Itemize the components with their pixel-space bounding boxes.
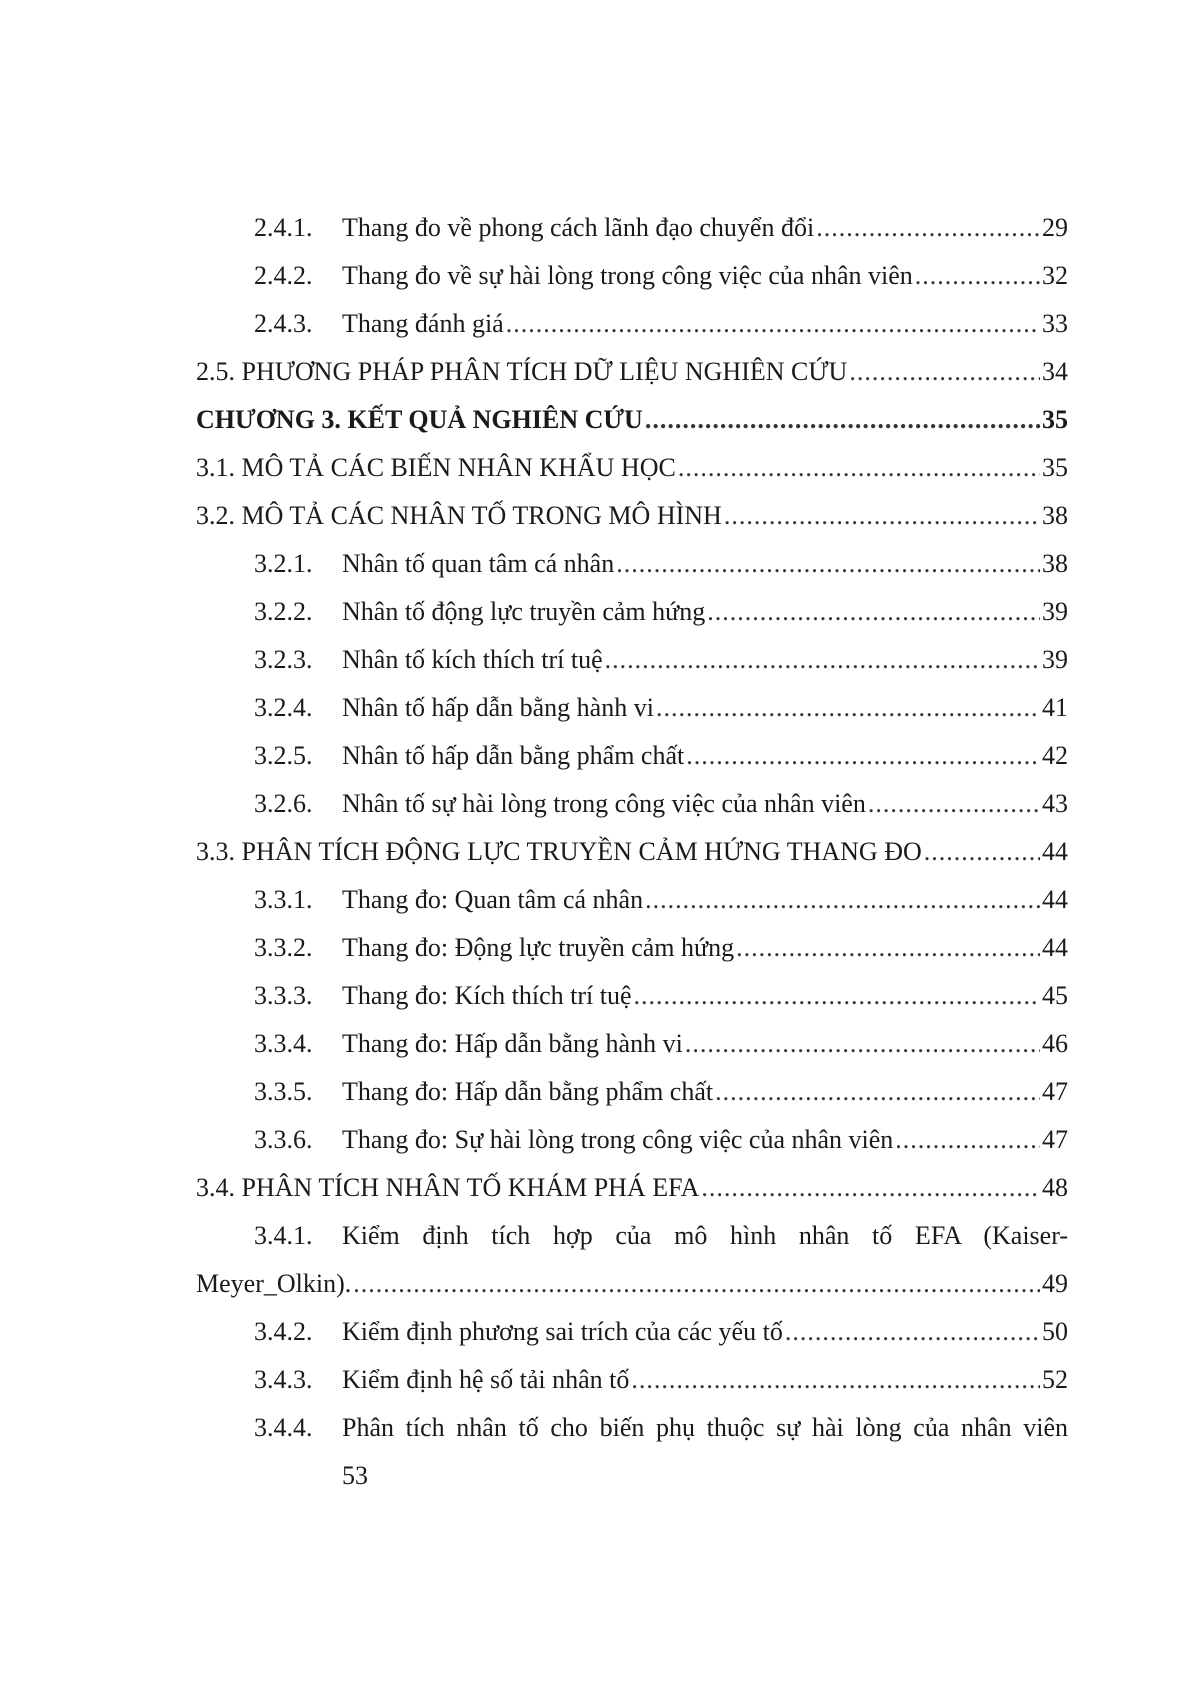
- toc-entry-number: 3.2.5.: [254, 741, 313, 770]
- toc-entry-page-line[interactable]: [196, 1452, 1068, 1500]
- toc-entry-title: Thang đánh giá: [342, 309, 504, 338]
- toc-leader-dots: [724, 492, 1040, 540]
- toc-entry[interactable]: [196, 588, 1068, 636]
- toc-leader-dots: [631, 1356, 1040, 1404]
- toc-entry-page: 47: [1042, 1125, 1068, 1154]
- toc-entry-page: 48: [1042, 1173, 1068, 1202]
- toc-entry-number: 3.3.2.: [254, 933, 313, 962]
- toc-leader-dots: [353, 1260, 1040, 1308]
- toc-entry-page: 35: [1042, 405, 1068, 434]
- toc-entry-title: Phân tích nhân tố cho biến phụ thuộc sự hài lòng của nhân viên: [342, 1413, 1068, 1442]
- toc-entry-title: Thang đo: Hấp dẫn bằng hành vi: [342, 1029, 683, 1058]
- toc-entry[interactable]: [196, 924, 1068, 972]
- toc-entry[interactable]: [196, 1020, 1068, 1068]
- toc-entry-number: 3.4.1.: [254, 1221, 313, 1250]
- toc-entry-number: 3.2.6.: [254, 789, 313, 818]
- toc-entry-title: Thang đo về sự hài lòng trong công việc của nhân viên: [342, 261, 913, 290]
- table-of-contents: [196, 204, 1068, 1500]
- toc-leader-dots: [816, 204, 1040, 252]
- toc-entry-title: Nhân tố quan tâm cá nhân: [342, 549, 615, 578]
- toc-entry-number: 3.2.4.: [254, 693, 313, 722]
- toc-entry-page: 35: [1042, 453, 1068, 482]
- toc-entry[interactable]: [196, 1356, 1068, 1404]
- toc-entry[interactable]: [196, 636, 1068, 684]
- toc-entry[interactable]: [196, 492, 1068, 540]
- toc-entry-title: Nhân tố sự hài lòng trong công việc của nhân viên: [342, 789, 866, 818]
- toc-entry-title: 3.4. PHÂN TÍCH NHÂN TỐ KHÁM PHÁ EFA: [196, 1173, 700, 1202]
- toc-leader-dots: [506, 300, 1040, 348]
- toc-entry-page: 44: [1042, 837, 1068, 866]
- toc-entry-wrapped-line1[interactable]: [196, 1212, 1068, 1260]
- toc-entry[interactable]: [196, 300, 1068, 348]
- toc-entry-title: 2.5. PHƯƠNG PHÁP PHÂN TÍCH DỮ LIỆU NGHIÊN CỨU: [196, 357, 848, 386]
- toc-leader-dots: [616, 540, 1040, 588]
- toc-entry-number: 2.4.3.: [254, 309, 313, 338]
- toc-entry-title: CHƯƠNG 3. KẾT QUẢ NGHIÊN CỨU: [196, 405, 643, 434]
- toc-entry-number: 3.3.1.: [254, 885, 313, 914]
- toc-entry-page: 41: [1042, 693, 1068, 722]
- toc-entry-page: 34: [1042, 357, 1068, 386]
- toc-entry-page: 43: [1042, 789, 1068, 818]
- toc-entry[interactable]: [196, 1308, 1068, 1356]
- toc-entry-title: Nhân tố hấp dẫn bằng phẩm chất: [342, 741, 685, 770]
- toc-entry-number: 3.3.6.: [254, 1125, 313, 1154]
- toc-entry[interactable]: [196, 828, 1068, 876]
- toc-entry-number: 3.2.2.: [254, 597, 313, 626]
- toc-entry-number: 3.2.1.: [254, 549, 313, 578]
- toc-entry-page: 33: [1042, 309, 1068, 338]
- toc-entry-title: Thang đo về phong cách lãnh đạo chuyển đổi: [342, 213, 815, 242]
- toc-entry[interactable]: [196, 972, 1068, 1020]
- toc-entry[interactable]: [196, 1116, 1068, 1164]
- toc-entry-title: Nhân tố kích thích trí tuệ: [342, 645, 603, 674]
- toc-leader-dots: [785, 1308, 1040, 1356]
- toc-entry-page: 44: [1042, 933, 1068, 962]
- toc-leader-dots: [715, 1068, 1040, 1116]
- toc-entry-title: Thang đo: Kích thích trí tuệ: [342, 981, 632, 1010]
- toc-entry[interactable]: [196, 732, 1068, 780]
- toc-entry-title: Kiểm định hệ số tải nhân tố: [342, 1365, 630, 1394]
- toc-entry-title: 3.2. MÔ TẢ CÁC NHÂN TỐ TRONG MÔ HÌNH: [196, 501, 722, 530]
- toc-entry-page: 32: [1042, 261, 1068, 290]
- toc-entry-title: Kiểm định tích hợp của mô hình nhân tố EFA (Kaiser-: [342, 1221, 1068, 1250]
- toc-entry-title: Kiểm định phương sai trích của các yếu tố: [342, 1317, 783, 1346]
- toc-leader-dots: [701, 1164, 1040, 1212]
- toc-entry-page: 46: [1042, 1029, 1068, 1058]
- toc-entry-page: 38: [1042, 549, 1068, 578]
- toc-entry-title: Thang đo: Hấp dẫn bằng phẩm chất: [342, 1077, 714, 1106]
- toc-entry-page: 50: [1042, 1317, 1068, 1346]
- toc-entry-number: 3.4.3.: [254, 1365, 313, 1394]
- toc-entry-page: 38: [1042, 501, 1068, 530]
- toc-leader-dots: [895, 1116, 1040, 1164]
- toc-entry-title: Thang đo: Động lực truyền cảm hứng: [342, 933, 735, 962]
- toc-entry[interactable]: [196, 1164, 1068, 1212]
- toc-entry-title: 3.1. MÔ TẢ CÁC BIẾN NHÂN KHẨU HỌC: [196, 453, 676, 482]
- toc-entry-page: 49: [1042, 1269, 1068, 1298]
- toc-leader-dots: [645, 396, 1040, 444]
- toc-entry-page: 29: [1042, 213, 1068, 242]
- toc-entry-title: Nhân tố hấp dẫn bằng hành vi: [342, 693, 654, 722]
- toc-leader-dots: [645, 876, 1040, 924]
- toc-leader-dots: [605, 636, 1040, 684]
- toc-entry-page: 42: [1042, 741, 1068, 770]
- toc-entry-page: 53: [342, 1461, 368, 1490]
- toc-entry-number: 3.2.3.: [254, 645, 313, 674]
- toc-entry-number: 2.4.1.: [254, 213, 313, 242]
- toc-leader-dots: [634, 972, 1040, 1020]
- toc-entry[interactable]: [196, 252, 1068, 300]
- toc-entry-wrapped-line1[interactable]: [196, 1404, 1068, 1452]
- toc-entry-number: 3.4.2.: [254, 1317, 313, 1346]
- toc-entry[interactable]: [196, 348, 1068, 396]
- toc-entry-page: 44: [1042, 885, 1068, 914]
- toc-leader-dots: [656, 684, 1040, 732]
- toc-entry-title: Thang đo: Quan tâm cá nhân: [342, 885, 644, 914]
- toc-leader-dots: [924, 828, 1040, 876]
- toc-entry-number: 2.4.2.: [254, 261, 313, 290]
- toc-entry-page: 45: [1042, 981, 1068, 1010]
- toc-leader-dots: [736, 924, 1040, 972]
- toc-entry-page: 47: [1042, 1077, 1068, 1106]
- toc-entry-number: 3.3.5.: [254, 1077, 313, 1106]
- toc-entry[interactable]: [196, 204, 1068, 252]
- toc-leader-dots: [707, 588, 1040, 636]
- toc-entry[interactable]: [196, 1068, 1068, 1116]
- toc-leader-dots: [686, 732, 1040, 780]
- toc-entry-title: Thang đo: Sự hài lòng trong công việc của nhân viên: [342, 1125, 894, 1154]
- toc-entry-number: 3.3.4.: [254, 1029, 313, 1058]
- toc-entry[interactable]: [196, 780, 1068, 828]
- toc-entry-title: 3.3. PHÂN TÍCH ĐỘNG LỰC TRUYỀN CẢM HỨNG THANG ĐO: [196, 837, 922, 866]
- toc-leader-dots: [685, 1020, 1040, 1068]
- toc-entry[interactable]: [196, 540, 1068, 588]
- toc-leader-dots: [868, 780, 1040, 828]
- toc-leader-dots: [915, 252, 1040, 300]
- toc-chapter-entry[interactable]: [196, 396, 1068, 444]
- toc-entry-number: 3.4.4.: [254, 1413, 313, 1442]
- toc-leader-dots: [849, 348, 1040, 396]
- toc-entry-page: 39: [1042, 597, 1068, 626]
- toc-entry-wrapped-line2[interactable]: [196, 1260, 1068, 1308]
- toc-entry[interactable]: [196, 444, 1068, 492]
- toc-entry-page: 39: [1042, 645, 1068, 674]
- toc-entry-title: Nhân tố động lực truyền cảm hứng: [342, 597, 706, 626]
- toc-entry-number: 3.3.3.: [254, 981, 313, 1010]
- toc-leader-dots: [678, 444, 1040, 492]
- toc-entry[interactable]: [196, 876, 1068, 924]
- toc-entry-title-continued: Meyer_Olkin).: [196, 1269, 352, 1298]
- toc-entry[interactable]: [196, 684, 1068, 732]
- toc-entry-page: 52: [1042, 1365, 1068, 1394]
